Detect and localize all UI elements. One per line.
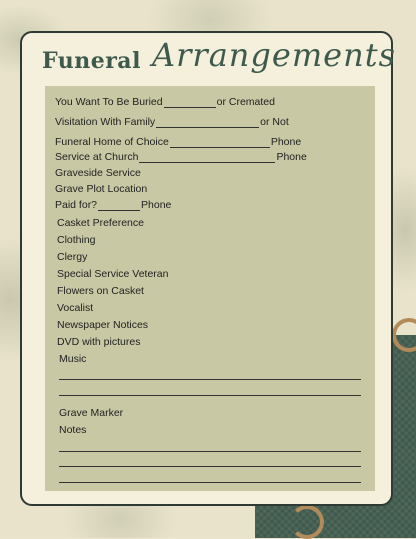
- row-vocalist: [57, 300, 365, 314]
- row-grave-marker: [59, 405, 365, 419]
- label-graveside: Graveside Service: [55, 167, 141, 179]
- label-or-not: or Not: [260, 116, 289, 128]
- label-music: Music: [59, 353, 87, 365]
- row-flowers: [57, 283, 365, 297]
- label-visitation: Visitation With Family: [55, 116, 156, 128]
- field-visitation[interactable]: [156, 117, 259, 128]
- field-paid-for[interactable]: [98, 200, 140, 211]
- form-area: [45, 86, 375, 491]
- label-phone-1: Phone: [270, 136, 302, 148]
- title-arrangements: Arrangements: [152, 36, 396, 74]
- page-title: [42, 36, 396, 84]
- field-service-church[interactable]: [139, 152, 275, 163]
- row-visitation: [55, 114, 365, 128]
- label-vocalist: Vocalist: [57, 302, 94, 314]
- row-clothing: [57, 232, 365, 246]
- row-paid-for: [55, 197, 365, 211]
- field-notes-line-2[interactable]: [59, 466, 361, 467]
- label-phone-2: Phone: [276, 151, 307, 163]
- label-grave-plot: Grave Plot Location: [55, 183, 148, 195]
- label-buried: You Want To Be Buried: [55, 96, 163, 108]
- row-dvd: [57, 334, 365, 348]
- label-service-church: Service at Church: [55, 151, 139, 163]
- label-paid-for: Paid for?: [55, 199, 98, 211]
- row-service-church: [55, 149, 365, 163]
- label-clothing: Clothing: [57, 234, 96, 246]
- row-special-service: [57, 266, 365, 280]
- field-music-line-1[interactable]: [59, 379, 361, 380]
- row-newspaper: [57, 317, 365, 331]
- scroll-ornament-icon: [290, 505, 324, 539]
- label-special-service: Special Service Veteran: [57, 268, 169, 280]
- row-clergy: [57, 249, 365, 263]
- label-casket: Casket Preference: [57, 217, 144, 229]
- label-cremated: or Cremated: [216, 96, 275, 108]
- row-buried-cremated: [55, 94, 365, 108]
- row-casket: [57, 215, 365, 229]
- field-music-line-2[interactable]: [59, 395, 361, 396]
- field-notes-line-3[interactable]: [59, 482, 361, 483]
- label-dvd: DVD with pictures: [57, 336, 141, 348]
- label-funeral-home: Funeral Home of Choice: [55, 136, 169, 148]
- label-notes: Notes: [59, 424, 87, 436]
- field-notes-line-1[interactable]: [59, 451, 361, 452]
- row-graveside: [55, 165, 365, 179]
- label-phone-3: Phone: [141, 199, 172, 211]
- label-clergy: Clergy: [57, 251, 88, 263]
- row-music: [59, 351, 365, 365]
- label-newspaper: Newspaper Notices: [57, 319, 149, 331]
- label-grave-marker: Grave Marker: [59, 407, 124, 419]
- title-funeral: Funeral: [42, 48, 141, 74]
- row-grave-plot: [55, 181, 365, 195]
- field-funeral-home[interactable]: [170, 137, 270, 148]
- field-buried[interactable]: [164, 97, 216, 108]
- label-flowers: Flowers on Casket: [57, 285, 144, 297]
- row-funeral-home: [55, 134, 365, 148]
- row-notes: [59, 422, 365, 436]
